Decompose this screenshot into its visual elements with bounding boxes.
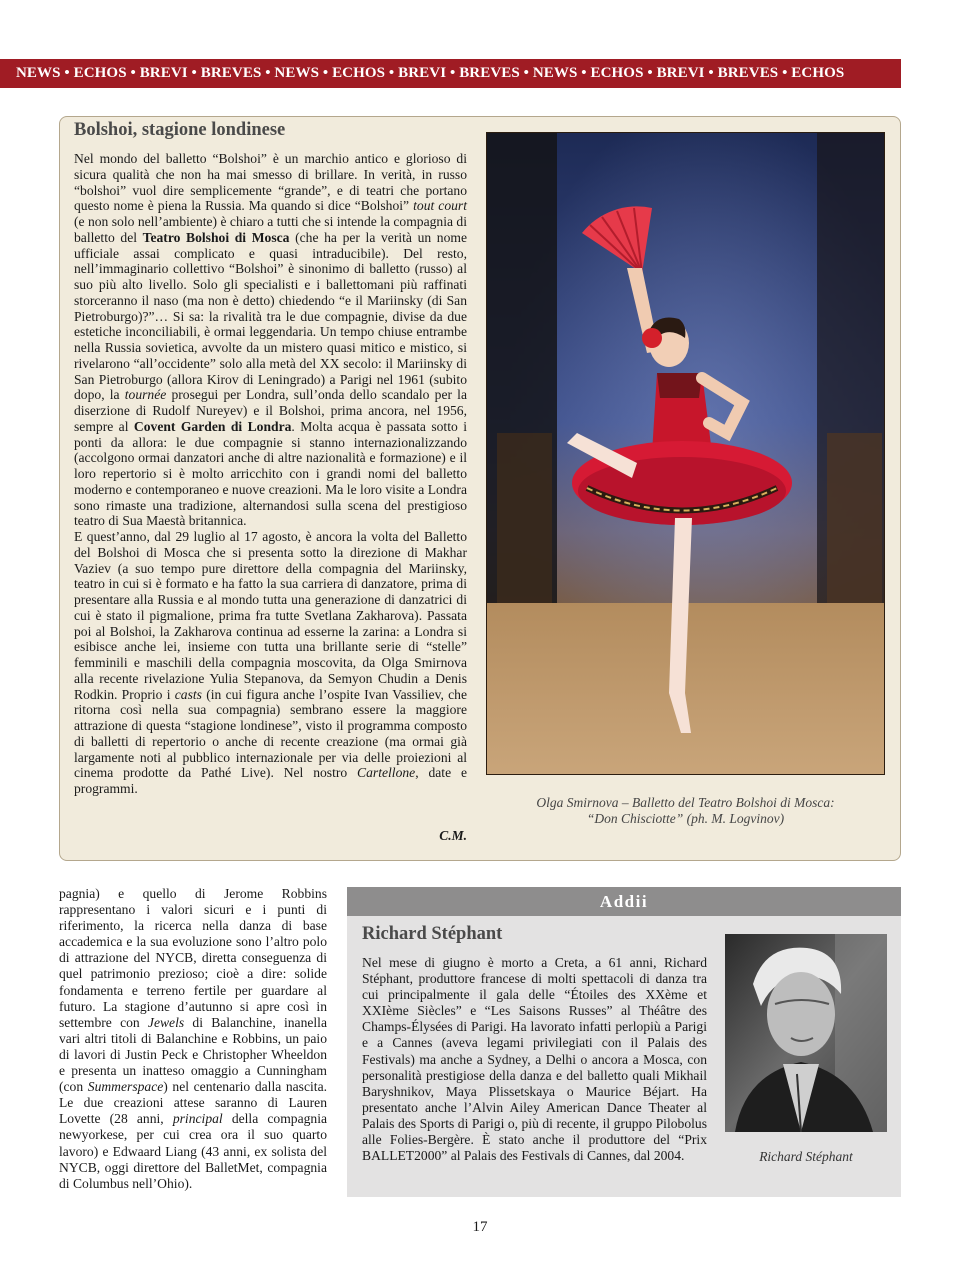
addii-header: Addii xyxy=(347,887,901,916)
photo-caption-line-2: “Don Chisciotte” (ph. M. Logvinov) xyxy=(586,811,785,826)
page-number: 17 xyxy=(472,1219,488,1235)
feature-paragraph-1 xyxy=(74,151,467,529)
feature-title: Bolshoi, stagione londinese xyxy=(74,120,286,140)
text-run: Summerspace xyxy=(87,1079,164,1095)
text-run: E quest’anno, dal 29 luglio al 17 agosto, è ancora la volta del Balletto del Bolshoi di Mosca che si presenta sotto la direzione di Makhar Vaziev (a suo tempo pure direttore della compagnia del Mariinsky, teatro in cui si è formato e ha fatto la sua carriera di danzatore, prima di presentare alla Russia e al mondo tutta una generazione di danzatrici di cui è stato il pigmalione, prima fra tutte Svetlana Zakharova). Passata poi al Bolshoi, la Zakharova continua ad esserne la zarina: a Londra si esibisce anche lei, insieme con tutta una brillante serie di “stelle” femminili e maschili della compagnia moscovita, da Olga Smirnova alla recente rivelazione Yulia Stepanova, da Semyon Chudin a Denis Rodkin. Proprio i xyxy=(74,529,467,702)
portrait-caption: Richard Stéphant xyxy=(759,1149,853,1164)
text-run: di Balanchine, inanella vari altri titoli di Balanchine e Robbins, un paio di lavori di Justin Peck e Christopher Wheeldon e presenta un inatteso omaggio a Cunningham (con xyxy=(59,1014,327,1095)
text-run: casts xyxy=(174,686,202,702)
text-run: , date e programmi. xyxy=(74,765,467,796)
text-run: pagnia) e quello di Jerome Robbins rappresentano i valori sicuri e i punti di riferimento, la ricerca nella danza di base accademica e la sua evoluzione sono l’altro polo di attrazione del NYCB, diretta conseguenza di quel patrimonio prezioso; cioè a dire: solide fondamenta e terreno fertile per guardare al futuro. La stagione d’autunno si apre così in settembre con xyxy=(59,886,327,1030)
portrait-photo xyxy=(725,934,887,1132)
photo-caption-line-1: Olga Smirnova – Balletto del Teatro Bolshoi di Mosca: xyxy=(536,795,835,810)
text-run: prosegui per Londra, sull’onda dello scandalo per la diserzione di Rudolf Nureyev) e il Bolshoi, prima ancora, nel 1956, sempre al xyxy=(74,387,467,434)
text-run: principal xyxy=(172,1111,223,1127)
text-run: Nel mondo del balletto “Bolshoi” è un marchio antico e glorioso di sicura qualità che non ha mai smesso di brillare. In verità, in russo “bolshoi” vuol dire semplicemente “grande”, e di teatri che portano questo nome è piena la Russia. Ma quando si dice “Bolshoi” xyxy=(74,151,467,214)
text-run: della compagnia newyorkese, per cui crea ora il suo quarto lavoro) e Edwaard Liang (43 anni, ex solista del NYCB, oggi direttore del BalletMet, compagnia di Columbus nell’Ohio). xyxy=(59,1111,328,1191)
text-run: Covent Garden di Londra xyxy=(133,418,292,434)
text-run: Teatro Bolshoi di Mosca xyxy=(142,229,290,245)
feature-paragraph-2 xyxy=(74,529,467,797)
text-run: (e non solo nell’ambiente) è chiaro a tutti che si intende la compagnia di balletto del xyxy=(74,214,467,245)
addii-body: Nel mese di giugno è morto a Creta, a 61 anni, Richard Stéphant, produttore francese di molti spettacoli di danza tra cui principalmente il gala delle “Étoiles des XXème et XXIème Siècles” e “Les Saisons Russes” al Théâtre des Champs-Élysées di Parigi. Ha lavorato infatti perlopiù a Parigi e a Cannes (aveva legami privilegiati con il Palais des Festivals) ma anche a Sydney, a Delhi o ancora a Mosca, con personalità prestigiose della danza e del balletto quali Mikhail Baryshnikov, Maya Plissetskaya o Maurice Béjart. Ha presentato anche l’Alvin Ailey American Dance Theater al Palais des Sports di Parigi o, più di recente, il gruppo Pilobolus alle Folies-Bergère. È stato anche il produttore del “Prix BALLET2000” al Palais des Festivals di Cannes, dal 2004. xyxy=(362,955,707,1164)
photo-caption xyxy=(486,795,885,827)
author-signature: C.M. xyxy=(439,828,467,843)
text-run: ) nel centenario dalla nascita. Le due creazioni attese saranno di Lauren Lovette (28 anni, xyxy=(59,1079,327,1127)
addii-title: Richard Stéphant xyxy=(362,924,503,944)
text-run: tournée xyxy=(124,387,167,403)
feature-body xyxy=(74,151,467,797)
text-run: Jewels xyxy=(147,1014,185,1030)
text-run: . Molta acqua è passata sotto i ponti da allora: le due compagnie si stanno internazionalizzando (accolgono ormai danzatori anche di altre nazionalità e formazione) e il loro repertorio si è molto arricchito con i grandi nomi del balletto moderno e contemporaneo e nuove creazioni. Ma le loro visite a Londra sono rimaste una tradizione, alternandosi sulla scena del prestigioso teatro di Sua Maestà britannica. xyxy=(74,418,467,529)
continued-article-column xyxy=(59,886,327,1192)
text-run: Cartellone xyxy=(357,765,416,781)
text-run: tout court xyxy=(413,198,467,214)
text-run: (che ha per la verità un nome ufficiale assai complicato e quasi intraducibile). Del resto, nell’immaginario collettivo “Bolshoi” è sinonimo di balletto (russo) al suo più alto livello. Solo gli specialisti e i ballettomani più raffinati storceranno il naso (ma non è detto) chiedendo “e il Mariinsky (di San Pietroburgo)?”… Si sa: la rivalità tra le due compagnie, divise da due estetiche inconciliabili, è ormai leggendaria. Un tempo chiuse entrambe nella Russia sovietica, avvolte da un mistero quasi mitico e mistico, si rivelarono “all’occidente” solo alla metà del XX secolo: il Mariinsky di San Pietroburgo (allora Kirov di Leningrado) a Parigi nel 1961 (subito dopo, la xyxy=(74,229,467,403)
ballerina-photo xyxy=(486,132,885,775)
text-run: (in cui figura anche l’ospite Ivan Vassiliev, che ritorna così nella sua compagnia) sembrano essere la maggiore attrazione di questa “stagione londinese”, visto il programma composto di balletti di repertorio o anche di recente creazione (ma ormai già largamente noti al pubblico internazionale per via delle proiezioni al cinema prodotte da Pathé Live). Nel nostro xyxy=(74,686,467,781)
section-banner: NEWS • ECHOS • BREVI • BREVES • NEWS • ECHOS • BREVI • BREVES • NEWS • ECHOS • BREVI • BREVES • ECHOS xyxy=(0,59,901,88)
